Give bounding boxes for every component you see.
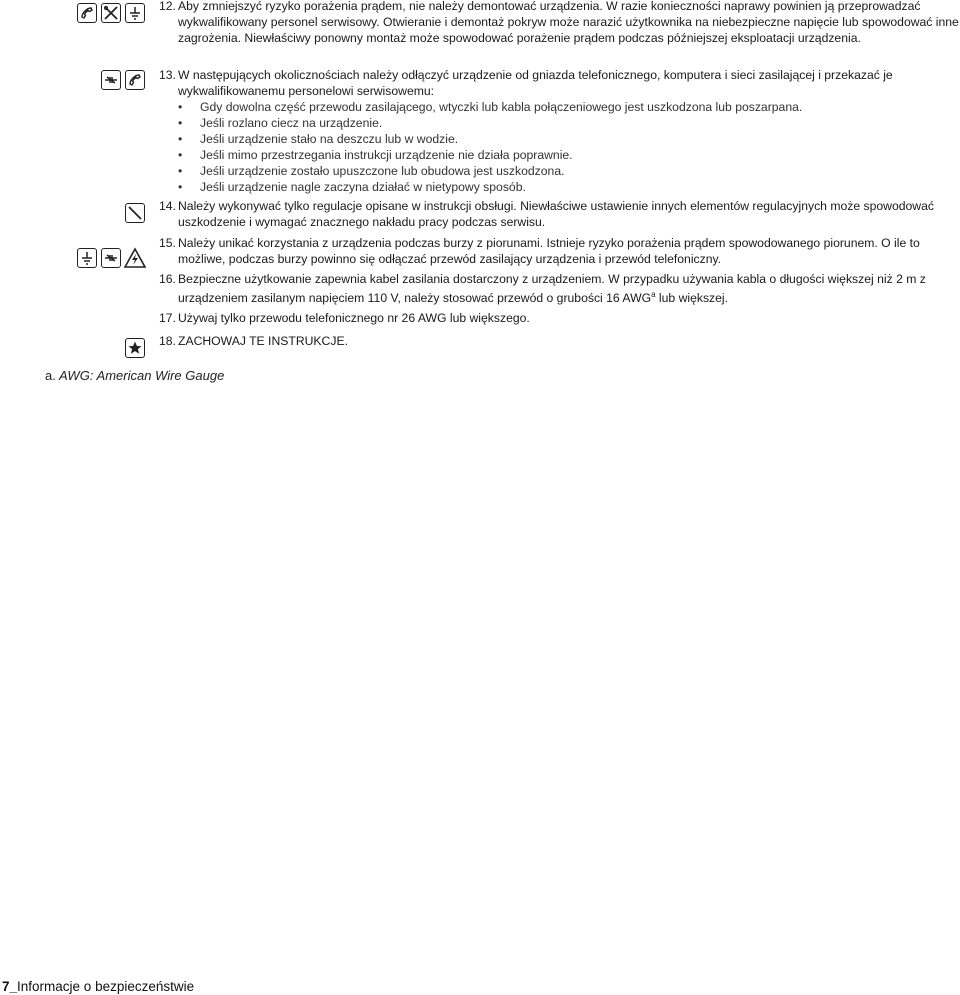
unplug-icon <box>101 70 121 90</box>
item-text: Używaj tylko przewodu telefonicznego nr 26 AWG lub większego. <box>178 311 530 325</box>
list-item <box>159 198 959 230</box>
item-text-tail: lub większej. <box>655 291 729 305</box>
phone-icon <box>77 3 97 23</box>
item-number: 16. <box>159 272 176 286</box>
unplug-icon <box>101 248 121 268</box>
slash-icon <box>125 203 145 223</box>
bullet-item: • Gdy dowolna część przewodu zasilającego, wtyczki lub kabla połączeniowego jest uszkodzona lub poszarpana. <box>178 99 938 115</box>
item-text: Należy wykonywać tylko regulacje opisane w instrukcji obsługi. Niewłaściwe ustawienie innych elementów regulacyjnych może spowodować uszkodzenie i wymagać znacznego nakładu pracy podczas serwisu. <box>178 199 934 229</box>
bullet-item: • Jeśli urządzenie zostało upuszczone lub obudowa jest uszkodzona. <box>178 163 938 179</box>
footnote-text: AWG: American Wire Gauge <box>58 368 225 383</box>
lightning-warning-icon <box>124 247 146 269</box>
phone-icon <box>125 70 145 90</box>
footnote-ref: a <box>651 290 656 299</box>
page-footer <box>2 979 194 994</box>
ground-icon <box>125 3 145 23</box>
no-tools-icon <box>101 3 121 23</box>
bullet-item: • Jeśli urządzenie nagle zaczyna działać w nietypowy sposób. <box>178 179 938 195</box>
list-item <box>159 235 959 267</box>
item-number: 18. <box>159 334 176 348</box>
star-icon <box>125 338 145 358</box>
item-number: 14. <box>159 199 176 213</box>
ground-icon <box>77 248 97 268</box>
item-number: 17. <box>159 311 176 325</box>
item-text-main: Bezpieczne użytkowanie zapewnia kabel zasilania dostarczony z urządzeniem. W przypadku używania kabla o długości większej niż 2 m z urządzeniem zasilanym napięciem 110 V, należy stosować przewód o grubości 16 AWG <box>178 272 926 305</box>
footer-title: Informacje o bezpieczeństwie <box>17 979 195 994</box>
item-text: W następujących okolicznościach należy odłączyć urządzenie od gniazda telefonicznego, komputera i sieci zasilającej i przekazać je wykwalifikowanemu personelowi serwisowemu: <box>178 68 893 98</box>
footnote <box>45 368 224 383</box>
item-number: 13. <box>159 68 176 82</box>
list-item <box>159 333 959 349</box>
item-text: ZACHOWAJ TE INSTRUKCJE. <box>178 334 348 348</box>
bullet-list <box>178 99 938 195</box>
list-item <box>159 310 959 326</box>
item-text: Aby zmniejszyć ryzyko porażenia prądem, nie należy demontować urządzenia. W razie konieczności naprawy powinien ją przeprowadzać wykwalifikowany personel serwisowy. Otwieranie i demontaż pokryw może narazić użytkownika na niebezpieczne napięcie lub spowodować inne zagrożenia. Niewłaściwy ponowny montaż może spowodować porażenie prądem podczas późniejszej eksploatacji urządzenia. <box>178 0 959 45</box>
item-text: Należy unikać korzystania z urządzenia podczas burzy z piorunami. Istnieje ryzyko porażenia prądem spowodowanego piorunem. O ile to możliwe, podczas burzy powinno się odłączać przewód zasilający urządzenia i przewód telefoniczny. <box>178 236 920 266</box>
bullet-item: • Jeśli mimo przestrzegania instrukcji urządzenie nie działa poprawnie. <box>178 147 938 163</box>
item-number: 15. <box>159 236 176 250</box>
list-item <box>159 270 959 308</box>
list-item <box>159 67 959 99</box>
bullet-item: • Jeśli rozlano ciecz na urządzenie. <box>178 115 938 131</box>
footer-separator: _ <box>9 979 18 994</box>
bullet-item: • Jeśli urządzenie stało na deszczu lub w wodzie. <box>178 131 938 147</box>
page-number: 7 <box>2 979 10 994</box>
item-text <box>178 270 959 308</box>
item-number: 12. <box>159 0 176 13</box>
footnote-mark: a. <box>45 368 56 383</box>
list-item <box>159 0 959 46</box>
